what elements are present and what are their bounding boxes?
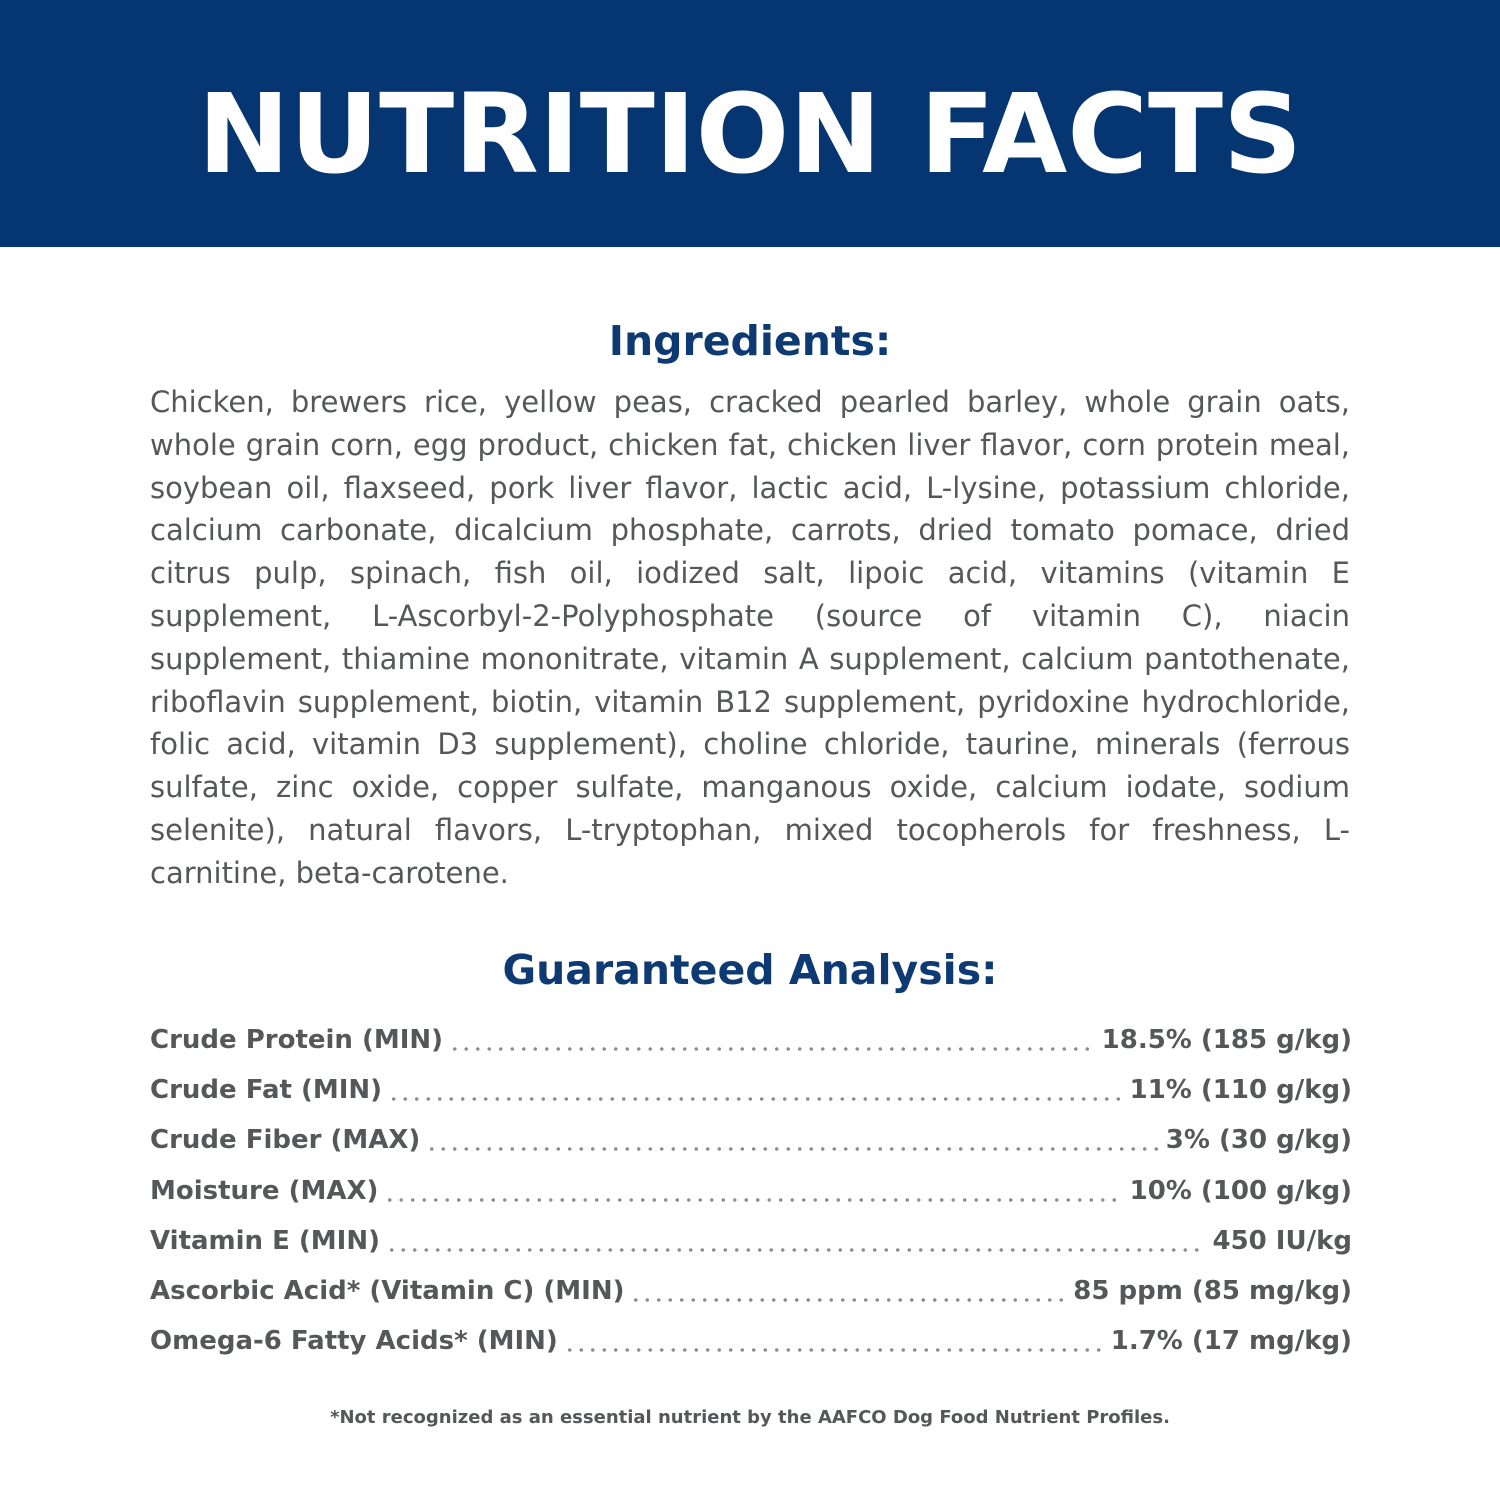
analysis-value: 18.5% (185 g/kg) (1101, 1025, 1352, 1055)
analysis-value: 10% (100 g/kg) (1129, 1175, 1352, 1206)
analysis-row-vitamin-e (150, 1216, 1352, 1266)
dot-leader (564, 1348, 1105, 1352)
dot-leader (426, 1147, 1159, 1151)
analysis-label: Ascorbic Acid* (Vitamin C) (MIN) (150, 1275, 625, 1306)
analysis-row-omega-6 (150, 1316, 1352, 1366)
analysis-label: Moisture (MAX) (150, 1175, 379, 1206)
analysis-row-crude-fat (150, 1065, 1352, 1115)
analysis-value: 450 IU/kg (1212, 1225, 1352, 1256)
analysis-row-crude-fiber (150, 1115, 1352, 1165)
analysis-label: Crude Fat (MIN) (150, 1075, 383, 1106)
dot-leader (449, 1047, 1096, 1051)
page-title: NUTRITION FACTS (197, 70, 1303, 198)
analysis-row-moisture (150, 1166, 1352, 1216)
dot-leader (384, 1198, 1123, 1202)
header-banner (0, 0, 1500, 247)
ingredients-list: Chicken, brewers rice, yellow peas, cracked pearled barley, whole grain oats, whole grain corn, egg product, chicken fat, chicken liver flavor, corn protein meal, soybean oil, flaxseed, pork liver flavor, lactic acid, L-lysine, potassium chloride, calcium carbonate, dicalcium phosphate, carrots, dried tomato pomace, dried citrus pulp, spinach, fish oil, iodized salt, lipoic acid, vitamins (vitamin E supplement, L-Ascorbyl-2-Polyphosphate (source of vitamin C), niacin supplement, thiamine mononitrate, vitamin A supplement, calcium pantothenate, riboflavin supplement, biotin, vitamin B12 supplement, pyridoxine hydrochloride, folic acid, vitamin D3 supplement), choline chloride, taurine, minerals (ferrous sulfate, zinc oxide, copper sulfate, manganous oxide, calcium iodate, sodium selenite), natural flavors, L-tryptophan, mixed tocopherols for freshness, L-carnitine, beta-carotene. (150, 385, 1350, 890)
analysis-label: Crude Fiber (MAX) (150, 1125, 421, 1156)
analysis-value: 1.7% (17 mg/kg) (1110, 1326, 1352, 1357)
analysis-value: 11% (110 g/kg) (1129, 1075, 1352, 1106)
dot-leader (388, 1097, 1124, 1101)
ingredients-heading: Ingredients: (608, 317, 892, 365)
dot-leader (630, 1298, 1067, 1302)
analysis-label: Vitamin E (MIN) (150, 1225, 381, 1256)
analysis-row-crude-protein (150, 1015, 1352, 1065)
footnote: *Not recognized as an essential nutrient by the AAFCO Dog Food Nutrient Profiles. (330, 1407, 1170, 1428)
analysis-row-ascorbic-acid (150, 1266, 1352, 1316)
analysis-label: Omega-6 Fatty Acids* (MIN) (150, 1326, 558, 1357)
analysis-label: Crude Protein (MIN) (150, 1025, 444, 1055)
analysis-value: 85 ppm (85 mg/kg) (1073, 1275, 1352, 1306)
dot-leader (386, 1248, 1206, 1252)
guaranteed-analysis-heading: Guaranteed Analysis: (502, 946, 998, 994)
guaranteed-analysis-table (150, 1015, 1352, 1366)
analysis-value: 3% (30 g/kg) (1165, 1125, 1352, 1156)
